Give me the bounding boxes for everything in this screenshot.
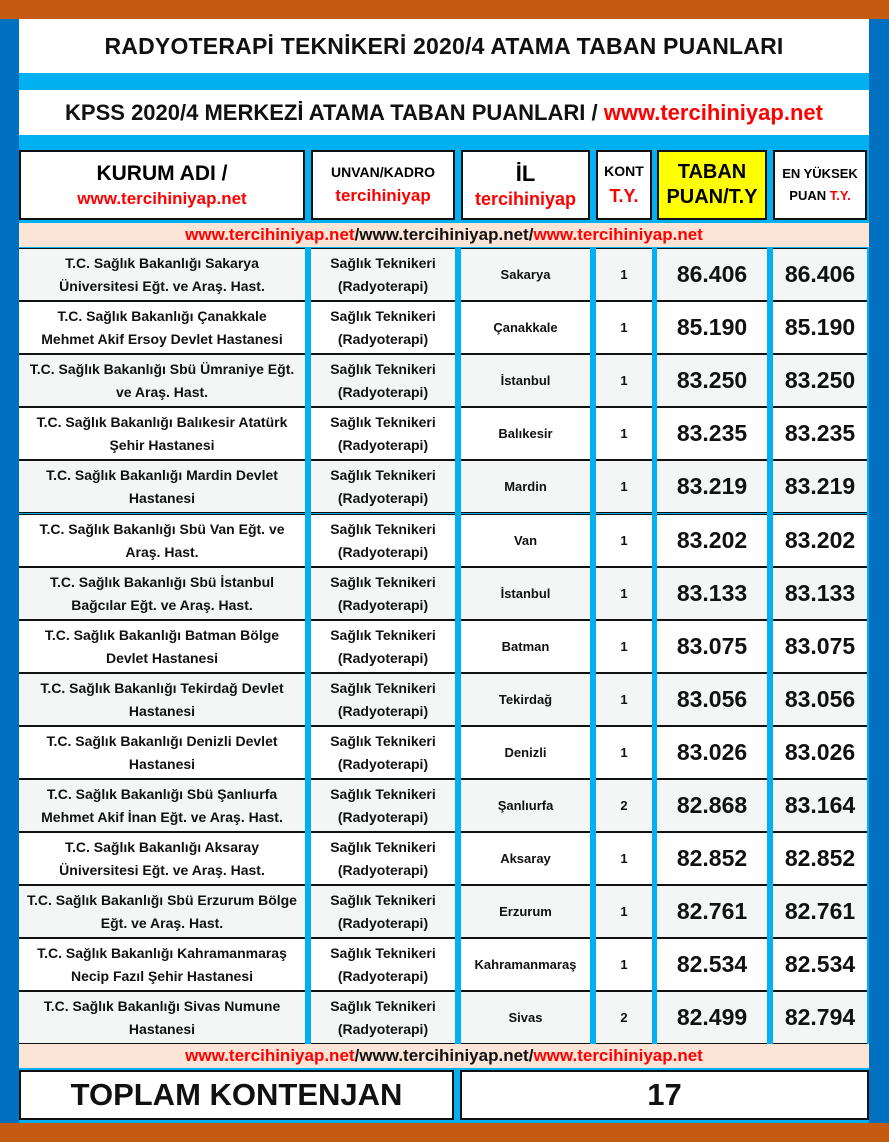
cell-taban [657,460,767,513]
cell-en-yuksek [773,460,867,513]
cell-kurum [19,726,305,779]
cell-kurum [19,673,305,726]
header-taban [657,150,767,220]
cell-kont [596,832,652,885]
cell-en-yuksek-text: 83.026 [784,739,856,765]
cell-il-text: Aksaray [500,851,551,866]
cell-unvan-text: Sağlık Teknikeri [330,307,436,324]
cell-il [461,673,590,726]
cell-il [461,248,590,301]
cell-taban-text: 82.761 [676,898,748,924]
cell-en-yuksek-text: 83.250 [784,367,856,393]
cell-en-yuksek [773,620,867,673]
header-taban-sub: PUAN/T.Y [666,186,758,208]
cell-taban-text: 82.534 [676,951,748,977]
cell-kurum [19,407,305,460]
cell-unvan-text: Sağlık Teknikeri [330,466,436,483]
header-en-yuksek [773,150,867,220]
cell-kurum [19,567,305,620]
cell-unvan-text: Sağlık Teknikeri [330,944,436,961]
cell-taban [657,726,767,779]
cell-kont-text: 1 [620,533,628,548]
cell-taban-text: 83.056 [676,686,748,712]
band-link-2[interactable]: www.tercihiniyap.net [359,225,529,244]
cell-en-yuksek-text: 82.852 [784,845,856,871]
header-taban-label: TABAN [677,161,747,183]
cell-unvan-text: (Radyoterapi) [337,967,429,984]
band-sep: / [354,225,360,244]
cell-unvan-text: (Radyoterapi) [337,330,429,347]
cell-unvan-text: Sağlık Teknikeri [330,838,436,855]
cell-taban [657,567,767,620]
cell-taban [657,514,767,567]
cell-kont [596,514,652,567]
cell-kurum-text: T.C. Sağlık Bakanlığı Kahramanmaraş [37,944,287,961]
cell-il [461,726,590,779]
cell-en-yuksek-text: 83.235 [784,420,856,446]
cell-il [461,301,590,354]
cell-en-yuksek [773,248,867,301]
cell-kurum-text: T.C. Sağlık Bakanlığı Sbü Şanlıurfa [46,785,278,802]
cell-il [461,407,590,460]
cell-kont-text: 1 [620,586,628,601]
cell-unvan-text: Sağlık Teknikeri [330,520,436,537]
cell-kurum-text: T.C. Sağlık Bakanlığı Sbü Erzurum Bölge [27,891,297,908]
cell-kont [596,885,652,938]
cell-unvan-text: Sağlık Teknikeri [330,573,436,590]
cell-unvan [311,991,455,1044]
cell-kurum-text: Hastanesi [128,489,196,506]
cell-kurum-text: T.C. Sağlık Bakanlığı Sbü Van Eğt. ve [39,520,285,537]
cell-kurum-text: ve Araş. Hast. [115,383,209,400]
cell-taban [657,673,767,726]
cell-kurum-text: Şehir Hastanesi [109,436,215,453]
cell-kont [596,460,652,513]
cell-unvan [311,885,455,938]
cell-kurum-text: T.C. Sağlık Bakanlığı Sbü İstanbul [49,573,275,590]
cell-kurum-text: Üniversitesi Eğt. ve Araş. Hast. [59,861,265,878]
cell-kurum-text: Hastanesi [128,702,196,719]
cell-en-yuksek-text: 82.534 [784,951,856,977]
cell-en-yuksek [773,673,867,726]
band-link-1[interactable]: www.tercihiniyap.net [185,225,355,244]
band-link-2[interactable]: www.tercihiniyap.net [359,1046,529,1065]
cell-taban-text: 82.868 [676,792,748,818]
cell-il-text: Van [513,533,538,548]
cell-unvan [311,673,455,726]
header-en-yuksek-label: EN YÜKSEK [782,165,858,181]
cell-kurum-text: T.C. Sağlık Bakanlığı Sbü Ümraniye Eğt. [29,360,295,377]
cell-kurum-text: T.C. Sağlık Bakanlığı Tekirdağ Devlet [40,679,284,696]
cell-unvan-text: Sağlık Teknikeri [330,626,436,643]
cell-unvan-text: (Radyoterapi) [337,1020,429,1037]
cell-il [461,991,590,1044]
cell-en-yuksek [773,885,867,938]
band-link-1[interactable]: www.tercihiniyap.net [185,1046,355,1065]
cell-en-yuksek [773,991,867,1044]
cell-il-text: Tekirdağ [498,692,553,707]
cell-kurum [19,885,305,938]
cell-taban [657,885,767,938]
watermark-band-top [19,223,869,247]
cell-taban-text: 83.133 [676,580,748,606]
cell-taban-text: 83.250 [676,367,748,393]
subtitle-text: KPSS 2020/4 MERKEZİ ATAMA TABAN PUANLARI / [65,99,598,125]
cell-kurum-text: Üniversitesi Eğt. ve Araş. Hast. [59,277,265,294]
cell-taban-text: 83.235 [676,420,748,446]
cell-unvan [311,726,455,779]
cell-kurum-text: T.C. Sağlık Bakanlığı Sivas Numune [43,997,281,1014]
cell-unvan-text: (Radyoterapi) [337,861,429,878]
cell-kont [596,726,652,779]
band-link-3[interactable]: www.tercihiniyap.net [533,225,703,244]
cell-il-text: Batman [501,639,550,654]
cell-kont [596,248,652,301]
cell-unvan [311,779,455,832]
cell-kont [596,938,652,991]
cell-en-yuksek-text: 82.794 [784,1004,856,1030]
cell-unvan-text: (Radyoterapi) [337,277,429,294]
cell-unvan-text: (Radyoterapi) [337,436,429,453]
page-title: RADYOTERAPİ TEKNİKERİ 2020/4 ATAMA TABAN PUANLARI [19,19,869,73]
band-sep: / [528,225,534,244]
cell-il-text: Sivas [508,1010,543,1025]
cell-kurum [19,779,305,832]
cell-unvan-text: (Radyoterapi) [337,702,429,719]
total-label: TOPLAM KONTENJAN [19,1070,454,1120]
cell-kont-text: 2 [620,1010,628,1025]
cell-kurum-text: Hastanesi [128,755,196,772]
cell-kurum [19,460,305,513]
cell-kurum-text: T.C. Sağlık Bakanlığı Sakarya [65,254,259,271]
header-kont-label: KONT [604,163,644,179]
cell-unvan-text: Sağlık Teknikeri [330,254,436,271]
header-kont [596,150,652,220]
cell-kont-text: 1 [620,479,628,494]
cell-kont-text: 1 [620,851,628,866]
cell-en-yuksek [773,779,867,832]
cell-taban-text: 83.202 [676,527,748,553]
cell-taban [657,938,767,991]
cell-taban [657,354,767,407]
cell-kurum-text: Araş. Hast. [125,543,199,560]
cell-kont [596,301,652,354]
cell-kurum-text: Necip Fazıl Şehir Hastanesi [70,967,254,984]
cell-unvan [311,514,455,567]
cell-il [461,620,590,673]
header-unvan [311,150,455,220]
cell-il-text: Denizli [504,745,547,760]
cell-kurum [19,354,305,407]
cell-taban [657,779,767,832]
cell-en-yuksek-text: 82.761 [784,898,856,924]
cell-kurum-text: T.C. Sağlık Bakanlığı Mardin Devlet [46,466,278,483]
cell-kont [596,779,652,832]
cell-en-yuksek [773,514,867,567]
cell-kont-text: 1 [620,426,628,441]
subtitle-link[interactable]: www.tercihiniyap.net [603,99,823,125]
cell-unvan-text: Sağlık Teknikeri [330,679,436,696]
subtitle [19,90,869,135]
cell-il [461,885,590,938]
cell-kurum-text: T.C. Sağlık Bakanlığı Aksaray [64,838,259,855]
cell-kont-text: 1 [620,639,628,654]
cell-unvan-text: Sağlık Teknikeri [330,360,436,377]
cell-unvan-text: (Radyoterapi) [337,596,429,613]
cell-il-text: İstanbul [500,586,551,601]
header-il [461,150,590,220]
header-il-sub: tercihiniyap [474,188,577,209]
cell-kurum-text: T.C. Sağlık Bakanlığı Çanakkale [57,307,267,324]
cell-unvan [311,567,455,620]
header-unvan-label: UNVAN/KADRO [331,163,435,180]
cell-kurum-text: Eğt. ve Araş. Hast. [100,914,224,931]
cell-unvan-text: (Radyoterapi) [337,543,429,560]
cell-kont-text: 1 [620,373,628,388]
cell-unvan-text: Sağlık Teknikeri [330,413,436,430]
cell-kurum-text: T.C. Sağlık Bakanlığı Balıkesir Atatürk [36,413,288,430]
cell-en-yuksek-text: 85.190 [784,314,856,340]
cell-kurum-text: Hastanesi [128,1020,196,1037]
cell-kurum-text: Bağcılar Eğt. ve Araş. Hast. [71,596,253,613]
cell-kont-text: 1 [620,692,628,707]
cell-en-yuksek-text: 83.075 [784,633,856,659]
cell-taban-text: 83.075 [676,633,748,659]
cell-en-yuksek-text: 83.133 [784,580,856,606]
cell-unvan-text: Sağlık Teknikeri [330,785,436,802]
cell-taban-text: 83.026 [676,739,748,765]
cell-kurum-text: Mehmet Akif Ersoy Devlet Hastanesi [41,330,283,347]
cell-taban [657,832,767,885]
cell-kont-text: 1 [620,904,628,919]
cell-kont [596,567,652,620]
band-link-3[interactable]: www.tercihiniyap.net [533,1046,703,1065]
cell-kurum [19,301,305,354]
cell-unvan [311,460,455,513]
header-kurum-link[interactable]: www.tercihiniyap.net [77,188,247,208]
cell-unvan-text: (Radyoterapi) [337,755,429,772]
cell-kont-text: 2 [620,798,628,813]
cell-il [461,514,590,567]
header-il-label: İL [515,161,536,186]
cell-taban-text: 85.190 [676,314,748,340]
cell-il [461,832,590,885]
cell-kont [596,991,652,1044]
cell-unvan [311,407,455,460]
cell-unvan-text: Sağlık Teknikeri [330,891,436,908]
header-en-yuksek-puan: PUAN [789,188,830,203]
cell-en-yuksek-text: 83.202 [784,527,856,553]
cell-en-yuksek [773,726,867,779]
cell-kont [596,407,652,460]
band-sep: / [528,1046,534,1065]
cell-kont-text: 1 [620,957,628,972]
cell-unvan-text: (Radyoterapi) [337,914,429,931]
cell-taban-text: 82.852 [676,845,748,871]
cell-unvan [311,354,455,407]
cell-kurum-text: Devlet Hastanesi [105,649,219,666]
cell-kont [596,354,652,407]
band-sep: / [354,1046,360,1065]
cell-unvan [311,248,455,301]
cell-kurum [19,991,305,1044]
cell-unvan-text: (Radyoterapi) [337,808,429,825]
header-unvan-sub: tercihiniyap [335,186,431,206]
cell-il-text: İstanbul [500,373,551,388]
cell-kont-text: 1 [620,267,628,282]
cell-en-yuksek-text: 86.406 [784,261,856,287]
cell-kurum [19,938,305,991]
cell-en-yuksek-text: 83.219 [784,473,856,499]
header-kurum-label: KURUM ADI / [96,162,228,186]
header-kurum [19,150,305,220]
cell-taban [657,620,767,673]
cell-il-text: Sakarya [500,267,551,282]
header-en-yuksek-ty: T.Y. [829,188,851,203]
cell-unvan [311,832,455,885]
cell-en-yuksek [773,354,867,407]
cell-en-yuksek-text: 83.056 [784,686,856,712]
cell-kont [596,673,652,726]
cell-kurum [19,514,305,567]
cell-kont-text: 1 [620,320,628,335]
cell-unvan-text: (Radyoterapi) [337,649,429,666]
cell-il [461,460,590,513]
cell-unvan [311,620,455,673]
cell-il [461,779,590,832]
cell-taban-text: 83.219 [676,473,748,499]
cell-il-text: Çanakkale [493,320,558,335]
cell-en-yuksek [773,567,867,620]
cell-kont-text: 1 [620,745,628,760]
cell-unvan-text: (Radyoterapi) [337,383,429,400]
cell-kurum [19,248,305,301]
watermark-band-bottom [19,1044,869,1068]
cell-taban-text: 82.499 [676,1004,748,1030]
cell-il [461,567,590,620]
cell-taban-text: 86.406 [676,261,748,287]
cell-il [461,938,590,991]
cell-kurum-text: T.C. Sağlık Bakanlığı Batman Bölge [44,626,280,643]
cell-en-yuksek [773,938,867,991]
cell-kurum-text: T.C. Sağlık Bakanlığı Denizli Devlet [46,732,278,749]
cell-en-yuksek-text: 83.164 [784,792,856,818]
cell-il-text: Mardin [504,479,547,494]
cell-en-yuksek [773,832,867,885]
cell-il-text: Şanlıurfa [497,798,554,813]
cell-kurum [19,620,305,673]
cell-il-text: Erzurum [499,904,552,919]
cell-kont [596,620,652,673]
cell-taban [657,248,767,301]
cell-kurum [19,832,305,885]
cell-taban [657,991,767,1044]
cell-taban [657,301,767,354]
cell-taban [657,407,767,460]
cell-il-text: Kahramanmaraş [474,957,577,972]
cell-unvan-text: (Radyoterapi) [337,489,429,506]
cell-unvan [311,301,455,354]
cell-il-text: Balıkesir [498,426,553,441]
cell-unvan-text: Sağlık Teknikeri [330,732,436,749]
cell-unvan [311,938,455,991]
cell-il [461,354,590,407]
total-value: 17 [460,1070,869,1120]
cell-kurum-text: Mehmet Akif İnan Eğt. ve Araş. Hast. [41,808,283,825]
header-kont-sub: T.Y. [609,185,639,206]
cell-unvan-text: Sağlık Teknikeri [330,997,436,1014]
cell-en-yuksek [773,301,867,354]
cell-en-yuksek [773,407,867,460]
